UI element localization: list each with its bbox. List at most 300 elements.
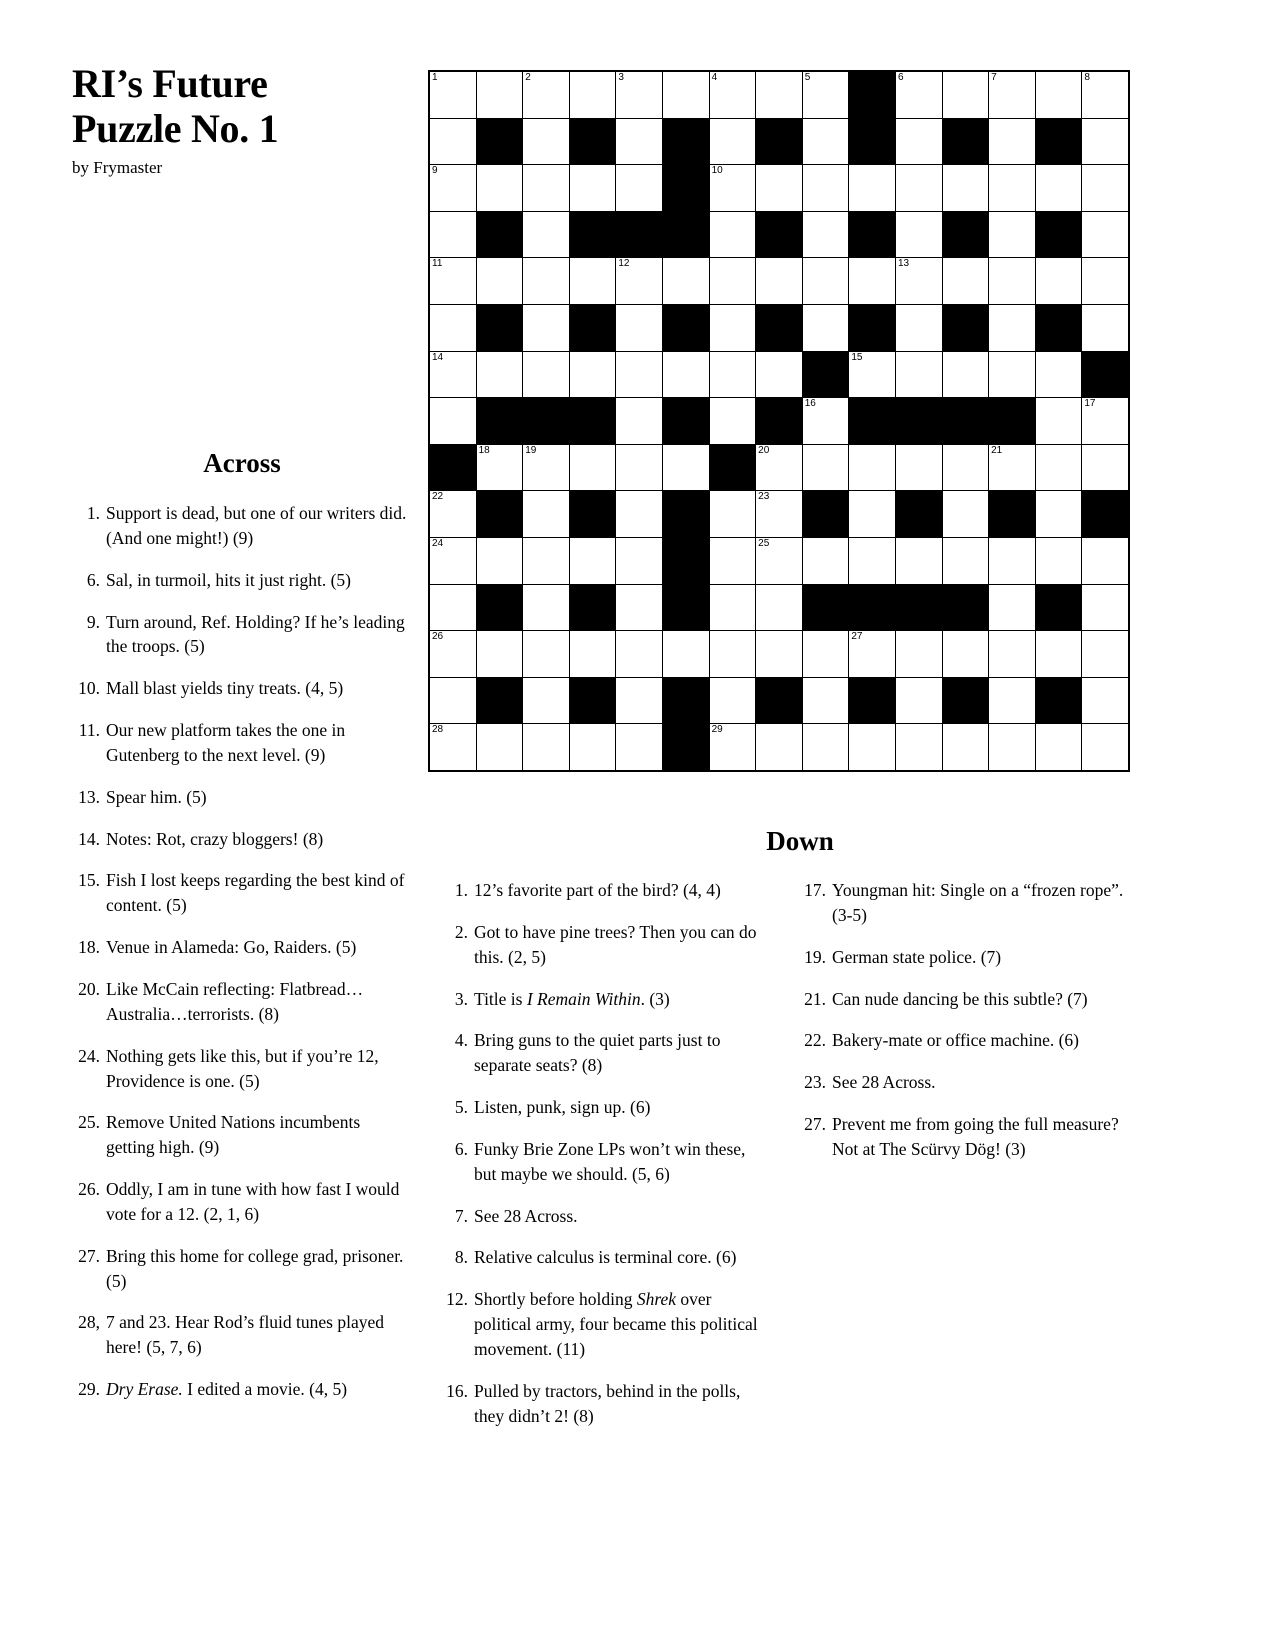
- grid-cell-number: 29: [711, 724, 723, 736]
- down-clue-text: German state police. (7): [832, 946, 1002, 967]
- grid-cell[interactable]: [476, 258, 523, 305]
- grid-cell[interactable]: [569, 724, 616, 771]
- grid-cell[interactable]: [616, 165, 663, 212]
- grid-cell[interactable]: [895, 71, 942, 118]
- grid-cell[interactable]: [989, 631, 1036, 678]
- grid-cell[interactable]: [756, 537, 803, 584]
- grid-cell-block: [849, 71, 896, 118]
- grid-cell[interactable]: [849, 631, 896, 678]
- grid-cell[interactable]: [895, 165, 942, 212]
- grid-cell-block: [476, 584, 523, 631]
- across-clue-text: Fish I lost keeps regarding the best kind of content. (5): [106, 870, 405, 916]
- across-clue-number: 27.: [78, 1245, 100, 1266]
- grid-cell[interactable]: [709, 165, 756, 212]
- grid-cell[interactable]: [1082, 631, 1129, 678]
- down-heading-wrap: [440, 826, 1160, 879]
- across-clue[interactable]: [72, 1377, 412, 1402]
- across-clue[interactable]: [72, 610, 412, 660]
- grid-cell[interactable]: [895, 211, 942, 258]
- grid-cell-block: [709, 444, 756, 491]
- down-clue-text: See 28 Across.: [832, 1072, 936, 1093]
- grid-cell-block: [569, 304, 616, 351]
- across-clue-text: 7 and 23. Hear Rod’s fluid tunes played here! (5, 7, 6): [106, 1312, 385, 1358]
- grid-cell[interactable]: [429, 631, 476, 678]
- grid-cell[interactable]: [616, 118, 663, 165]
- down-clue-number: 27.: [804, 1114, 826, 1135]
- grid-row: [429, 631, 1129, 678]
- grid-cell[interactable]: [989, 444, 1036, 491]
- grid-cell[interactable]: [1035, 444, 1082, 491]
- grid-cell[interactable]: [942, 444, 989, 491]
- grid-cell[interactable]: [756, 351, 803, 398]
- down-clue-text: See 28 Across.: [474, 1205, 578, 1226]
- grid-cell[interactable]: [476, 444, 523, 491]
- grid-cell-number: 26: [432, 631, 444, 643]
- across-clue[interactable]: [72, 718, 412, 768]
- down-clue[interactable]: [798, 1028, 1128, 1053]
- grid-cell[interactable]: [523, 258, 570, 305]
- down-clue[interactable]: [440, 1204, 770, 1229]
- grid-cell-block: [756, 677, 803, 724]
- grid-cell[interactable]: [523, 444, 570, 491]
- grid-cell-number: 20: [758, 444, 770, 456]
- down-clue-number: 4.: [454, 1030, 468, 1051]
- across-clue-text: Support is dead, but one of our writers did. (And one might!) (9): [106, 503, 407, 548]
- grid-cell[interactable]: [709, 71, 756, 118]
- grid-cell[interactable]: [756, 444, 803, 491]
- grid-cell[interactable]: [569, 71, 616, 118]
- grid-cell[interactable]: [942, 258, 989, 305]
- grid-cell[interactable]: [476, 724, 523, 771]
- grid-cell-block: [1035, 677, 1082, 724]
- grid-cell-number: 6: [897, 72, 904, 83]
- grid-cell[interactable]: [616, 491, 663, 538]
- grid-cell[interactable]: [989, 211, 1036, 258]
- grid-cell[interactable]: [895, 304, 942, 351]
- grid-cell[interactable]: [523, 118, 570, 165]
- down-clue[interactable]: [440, 920, 770, 970]
- grid-cell[interactable]: [989, 724, 1036, 771]
- down-clue-number: 17.: [804, 880, 826, 900]
- grid-cell[interactable]: [989, 351, 1036, 398]
- grid-cell[interactable]: [802, 724, 849, 771]
- grid-cell-number: 28: [432, 724, 444, 736]
- grid-cell[interactable]: [429, 165, 476, 212]
- grid-cell[interactable]: [1082, 211, 1129, 258]
- grid-cell-number: 23: [758, 491, 770, 503]
- grid-cell-block: [523, 398, 570, 445]
- grid-cell-block: [569, 677, 616, 724]
- across-clue-number: 11.: [78, 720, 100, 741]
- down-clue[interactable]: [440, 1379, 770, 1429]
- grid-cell[interactable]: [616, 677, 663, 724]
- grid-cell[interactable]: [802, 118, 849, 165]
- grid-cell[interactable]: [709, 351, 756, 398]
- grid-cell[interactable]: [523, 584, 570, 631]
- grid-cell[interactable]: [989, 677, 1036, 724]
- down-clue-text: Pulled by tractors, behind in the polls, they didn’t 2! (8): [474, 1380, 741, 1426]
- grid-cell[interactable]: [523, 351, 570, 398]
- grid-cell[interactable]: [616, 71, 663, 118]
- across-clue[interactable]: [72, 1244, 412, 1294]
- grid-cell[interactable]: [429, 304, 476, 351]
- grid-cell[interactable]: [616, 398, 663, 445]
- grid-cell[interactable]: [802, 537, 849, 584]
- grid-cell[interactable]: [849, 258, 896, 305]
- grid-cell[interactable]: [756, 584, 803, 631]
- grid-cell[interactable]: [942, 165, 989, 212]
- grid-cell[interactable]: [802, 165, 849, 212]
- across-clue[interactable]: [72, 977, 412, 1027]
- grid-cell[interactable]: [1082, 258, 1129, 305]
- down-clue-text: Youngman hit: Single on a “frozen rope”. (3-5): [832, 880, 1124, 925]
- down-clue[interactable]: [440, 987, 770, 1012]
- grid-cell-number: 17: [1084, 398, 1096, 410]
- down-clue-text: Title is I Remain Within. (3): [474, 988, 670, 1009]
- grid-cell-number: 12: [618, 258, 630, 270]
- grid-cell[interactable]: [523, 631, 570, 678]
- grid-cell[interactable]: [616, 584, 663, 631]
- across-clue[interactable]: [72, 676, 412, 701]
- grid-cell[interactable]: [523, 724, 570, 771]
- grid-cell[interactable]: [942, 351, 989, 398]
- grid-cell-number: 24: [432, 537, 444, 549]
- grid-cell-block: [662, 537, 709, 584]
- across-clue-text: Venue in Alameda: Go, Raiders. (5): [106, 937, 357, 958]
- down-clue[interactable]: [798, 945, 1128, 970]
- down-clue-text: Funky Brie Zone LPs won’t win these, but maybe we should. (5, 6): [474, 1138, 746, 1184]
- grid-cell[interactable]: [523, 211, 570, 258]
- grid-cell[interactable]: [616, 351, 663, 398]
- grid-cell[interactable]: [616, 304, 663, 351]
- grid-cell[interactable]: [1082, 165, 1129, 212]
- grid-cell[interactable]: [709, 211, 756, 258]
- down-heading: Down: [766, 826, 834, 856]
- grid-cell-number: 4: [711, 72, 718, 83]
- across-clue[interactable]: [72, 568, 412, 593]
- grid-cell[interactable]: [756, 165, 803, 212]
- grid-cell-block: [569, 584, 616, 631]
- grid-cell[interactable]: [569, 537, 616, 584]
- grid-cell[interactable]: [756, 631, 803, 678]
- grid-cell-block: [662, 118, 709, 165]
- grid-cell-block: [429, 444, 476, 491]
- grid-row: [429, 211, 1129, 258]
- grid-cell[interactable]: [989, 165, 1036, 212]
- grid-cell-block: [476, 304, 523, 351]
- across-clue-text: Our new platform takes the one in Gutenberg to the next level. (9): [106, 720, 346, 765]
- grid-cell[interactable]: [616, 258, 663, 305]
- down-clue-text: Got to have pine trees? Then you can do this. (2, 5): [474, 921, 757, 967]
- down-clue[interactable]: [440, 1245, 770, 1270]
- grid-cell[interactable]: [709, 118, 756, 165]
- grid-cell[interactable]: [802, 677, 849, 724]
- grid-cell-number: 14: [432, 351, 444, 363]
- down-clues-column-left: [440, 878, 770, 1446]
- grid-cell[interactable]: [849, 724, 896, 771]
- across-clue-number: 20.: [78, 978, 100, 999]
- grid-cell[interactable]: [616, 537, 663, 584]
- grid-cell[interactable]: [709, 398, 756, 445]
- across-clue-number: 14.: [78, 828, 100, 849]
- across-clue[interactable]: [72, 785, 412, 810]
- down-clue-number: 12.: [446, 1289, 468, 1310]
- grid-cell[interactable]: [895, 444, 942, 491]
- grid-cell[interactable]: [1035, 351, 1082, 398]
- across-clue[interactable]: [72, 501, 412, 551]
- grid-cell[interactable]: [523, 537, 570, 584]
- page-title: [72, 62, 412, 152]
- grid-cell[interactable]: [989, 537, 1036, 584]
- down-clue[interactable]: [798, 1112, 1128, 1162]
- across-clue[interactable]: [72, 1177, 412, 1227]
- grid-cell[interactable]: [429, 211, 476, 258]
- across-clue-text: Nothing gets like this, but if you’re 12, Providence is one. (5): [106, 1045, 379, 1091]
- grid-cell[interactable]: [802, 258, 849, 305]
- grid-cell-number: 19: [525, 444, 537, 456]
- grid-cell-block: [662, 304, 709, 351]
- grid-cell-block: [756, 304, 803, 351]
- grid-cell-number: 9: [432, 165, 438, 177]
- grid-cell-block: [569, 398, 616, 445]
- grid-cell-block: [662, 724, 709, 771]
- grid-cell-block: [662, 165, 709, 212]
- across-clue-text: Mall blast yields tiny treats. (4, 5): [106, 678, 344, 699]
- across-clue-text: Bring this home for college grad, prisoner. (5): [106, 1245, 404, 1291]
- grid-cell[interactable]: [1035, 631, 1082, 678]
- grid-cell[interactable]: [429, 584, 476, 631]
- grid-cell[interactable]: [429, 118, 476, 165]
- grid-cell-block: [1035, 211, 1082, 258]
- grid-cell[interactable]: [569, 351, 616, 398]
- grid-cell[interactable]: [569, 165, 616, 212]
- grid-cell[interactable]: [429, 351, 476, 398]
- grid-cell[interactable]: [802, 211, 849, 258]
- grid-cell[interactable]: [1082, 398, 1129, 445]
- grid-cell[interactable]: [849, 444, 896, 491]
- grid-cell[interactable]: [942, 71, 989, 118]
- grid-cell-block: [942, 584, 989, 631]
- grid-cell[interactable]: [942, 724, 989, 771]
- grid-cell[interactable]: [1035, 165, 1082, 212]
- grid-cell[interactable]: [1082, 304, 1129, 351]
- grid-cell[interactable]: [429, 491, 476, 538]
- down-clue-text: 12’s favorite part of the bird? (4, 4): [474, 880, 721, 900]
- across-clues-column: [72, 448, 412, 1419]
- grid-cell[interactable]: [1035, 491, 1082, 538]
- grid-cell[interactable]: [1082, 444, 1129, 491]
- grid-cell[interactable]: [1082, 537, 1129, 584]
- grid-cell[interactable]: [849, 351, 896, 398]
- grid-cell[interactable]: [989, 258, 1036, 305]
- grid-cell[interactable]: [989, 304, 1036, 351]
- grid-cell[interactable]: [895, 118, 942, 165]
- across-clue[interactable]: [72, 1044, 412, 1094]
- grid-cell[interactable]: [523, 491, 570, 538]
- grid-cell[interactable]: [616, 724, 663, 771]
- grid-cell[interactable]: [662, 351, 709, 398]
- grid-cell[interactable]: [523, 71, 570, 118]
- grid-cell[interactable]: [569, 631, 616, 678]
- grid-cell[interactable]: [662, 444, 709, 491]
- grid-row: [429, 351, 1129, 398]
- grid-cell[interactable]: [709, 537, 756, 584]
- grid-cell[interactable]: [942, 631, 989, 678]
- across-clue[interactable]: [72, 1110, 412, 1160]
- grid-cell-block: [942, 211, 989, 258]
- grid-cell[interactable]: [849, 491, 896, 538]
- grid-cell[interactable]: [895, 724, 942, 771]
- grid-cell[interactable]: [802, 71, 849, 118]
- grid-cell[interactable]: [1035, 398, 1082, 445]
- down-clue-number: 22.: [804, 1030, 826, 1051]
- grid-cell[interactable]: [1082, 118, 1129, 165]
- grid-cell[interactable]: [429, 537, 476, 584]
- grid-cell-block: [569, 211, 616, 258]
- grid-cell[interactable]: [895, 631, 942, 678]
- grid-cell-block: [942, 398, 989, 445]
- down-clue[interactable]: [440, 1287, 770, 1362]
- down-clue-number: 19.: [804, 946, 826, 967]
- grid-cell-block: [989, 398, 1036, 445]
- across-clue[interactable]: [72, 827, 412, 852]
- down-clue-number: 1.: [454, 880, 468, 900]
- grid-cell[interactable]: [1035, 724, 1082, 771]
- grid-cell[interactable]: [709, 677, 756, 724]
- down-clue-number: 6.: [454, 1138, 468, 1159]
- crossword-grid[interactable]: [428, 70, 1130, 772]
- grid-cell[interactable]: [662, 71, 709, 118]
- grid-cell-number: 16: [804, 398, 816, 410]
- across-clue[interactable]: [72, 868, 412, 918]
- across-clue-text: Notes: Rot, crazy bloggers! (8): [106, 828, 324, 849]
- grid-cell[interactable]: [756, 258, 803, 305]
- grid-row: [429, 444, 1129, 491]
- grid-cell[interactable]: [569, 258, 616, 305]
- down-clue[interactable]: [798, 987, 1128, 1012]
- title-block: [72, 62, 412, 178]
- grid-cell[interactable]: [476, 165, 523, 212]
- grid-cell[interactable]: [709, 258, 756, 305]
- grid-cell[interactable]: [709, 304, 756, 351]
- across-clue-number: 13.: [78, 786, 100, 807]
- grid-cell[interactable]: [756, 71, 803, 118]
- grid-cell[interactable]: [569, 444, 616, 491]
- grid-cell-number: 8: [1084, 72, 1090, 83]
- grid-cell[interactable]: [616, 631, 663, 678]
- grid-cell[interactable]: [476, 351, 523, 398]
- grid-cell[interactable]: [523, 165, 570, 212]
- grid-cell[interactable]: [802, 444, 849, 491]
- grid-cell[interactable]: [709, 724, 756, 771]
- down-clue-list-left: [440, 878, 770, 1429]
- grid-cell[interactable]: [476, 71, 523, 118]
- grid-cell[interactable]: [476, 631, 523, 678]
- grid-cell[interactable]: [429, 677, 476, 724]
- grid-cell[interactable]: [895, 677, 942, 724]
- grid-cell[interactable]: [989, 584, 1036, 631]
- grid-cell-number: 25: [758, 537, 770, 549]
- grid-cell[interactable]: [942, 537, 989, 584]
- crossword-table[interactable]: [428, 70, 1130, 772]
- grid-cell[interactable]: [616, 444, 663, 491]
- across-clue[interactable]: [72, 935, 412, 960]
- down-clue-number: 23.: [804, 1072, 826, 1093]
- grid-cell[interactable]: [989, 118, 1036, 165]
- grid-cell-block: [895, 584, 942, 631]
- grid-cell[interactable]: [802, 304, 849, 351]
- grid-cell-number: 5: [804, 72, 811, 83]
- down-clue-text: Can nude dancing be this subtle? (7): [832, 988, 1088, 1009]
- across-heading: Across: [203, 448, 281, 478]
- grid-cell[interactable]: [523, 304, 570, 351]
- grid-cell[interactable]: [1035, 537, 1082, 584]
- grid-cell[interactable]: [429, 724, 476, 771]
- grid-cell-number: 22: [432, 491, 444, 503]
- grid-cell-block: [1082, 351, 1129, 398]
- grid-cell-block: [476, 118, 523, 165]
- grid-cell-block: [569, 118, 616, 165]
- grid-cell[interactable]: [1035, 258, 1082, 305]
- grid-cell[interactable]: [1082, 677, 1129, 724]
- grid-cell[interactable]: [942, 491, 989, 538]
- grid-cell[interactable]: [802, 631, 849, 678]
- grid-cell[interactable]: [849, 165, 896, 212]
- grid-cell[interactable]: [523, 677, 570, 724]
- down-clue[interactable]: [798, 878, 1128, 928]
- grid-cell-block: [1082, 491, 1129, 538]
- grid-cell[interactable]: [709, 584, 756, 631]
- grid-row: [429, 491, 1129, 538]
- grid-cell[interactable]: [662, 258, 709, 305]
- grid-row: [429, 165, 1129, 212]
- grid-cell[interactable]: [709, 491, 756, 538]
- down-clue[interactable]: [440, 1028, 770, 1078]
- down-clue[interactable]: [440, 878, 770, 903]
- grid-cell[interactable]: [756, 491, 803, 538]
- grid-cell[interactable]: [1082, 724, 1129, 771]
- grid-cell[interactable]: [895, 537, 942, 584]
- across-clue-number: 26.: [78, 1179, 100, 1200]
- grid-cell[interactable]: [802, 398, 849, 445]
- grid-cell[interactable]: [989, 71, 1036, 118]
- grid-cell[interactable]: [709, 631, 756, 678]
- grid-cell[interactable]: [1082, 71, 1129, 118]
- grid-cell[interactable]: [662, 631, 709, 678]
- down-clue[interactable]: [440, 1137, 770, 1187]
- grid-cell[interactable]: [476, 537, 523, 584]
- down-clue[interactable]: [798, 1070, 1128, 1095]
- grid-cell[interactable]: [1035, 71, 1082, 118]
- grid-cell-block: [1035, 118, 1082, 165]
- grid-cell-number: 2: [525, 72, 531, 83]
- grid-cell[interactable]: [429, 258, 476, 305]
- down-clue[interactable]: [440, 1095, 770, 1120]
- grid-cell-block: [849, 211, 896, 258]
- grid-cell-number: 11: [432, 258, 443, 270]
- grid-cell[interactable]: [895, 258, 942, 305]
- grid-cell[interactable]: [429, 71, 476, 118]
- grid-cell[interactable]: [1082, 584, 1129, 631]
- across-clue-text: Like McCain reflecting: Flatbread… Australia…terrorists. (8): [106, 978, 364, 1024]
- grid-cell[interactable]: [849, 537, 896, 584]
- grid-cell-block: [662, 398, 709, 445]
- grid-cell[interactable]: [756, 724, 803, 771]
- across-clue[interactable]: [72, 1310, 412, 1360]
- grid-cell[interactable]: [429, 398, 476, 445]
- grid-cell-block: [476, 398, 523, 445]
- grid-cell[interactable]: [895, 351, 942, 398]
